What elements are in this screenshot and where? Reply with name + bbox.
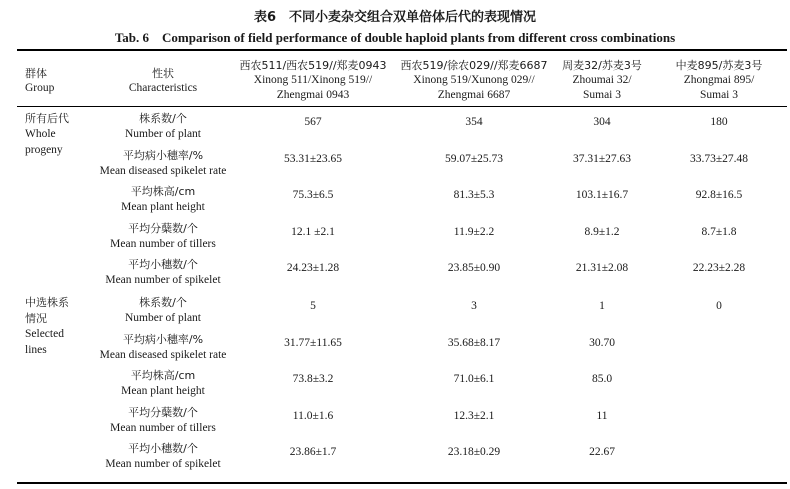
value-cell-combo-3: 85.0 — [591, 373, 613, 385]
header-combo-4-line2: Zhongmai 895/ — [683, 74, 755, 86]
value-cell-combo-1: 5 — [310, 300, 316, 312]
row-characteristic-en: Mean plant height — [121, 201, 205, 213]
value-cell-combo-2: 23.18±0.29 — [447, 446, 501, 458]
header-combo-3-line1: 周麦32/苏麦3号 — [562, 59, 642, 72]
row-characteristic-cn: 平均小穗数/个 — [128, 442, 198, 455]
row-characteristic-en: Number of plant — [124, 312, 202, 324]
value-cell-combo-4: 180 — [710, 116, 728, 128]
row-characteristic-cn: 平均小穗数/个 — [128, 258, 198, 271]
header-characteristics-cn: 性状 — [152, 67, 174, 80]
row-characteristic-cn: 平均病小穗率/% — [122, 149, 204, 162]
row-characteristic-cn: 株系数/个 — [139, 112, 187, 125]
value-cell-combo-4: 33.73±27.48 — [689, 153, 749, 165]
value-cell-combo-1: 31.77±11.65 — [284, 337, 342, 349]
value-cell-combo-1: 24.23±1.28 — [286, 262, 340, 274]
header-combo-1-line1: 西农511/西农519//郑麦0943 — [239, 59, 387, 72]
value-cell-combo-3: 1 — [599, 300, 605, 312]
row-characteristic-cn: 平均株高/cm — [130, 185, 196, 198]
row-characteristic-cn: 平均病小穗率/% — [122, 333, 204, 346]
header-combo-1-line2: Xinong 511/Xinong 519// — [253, 74, 373, 86]
table-header-rule — [17, 106, 787, 107]
row-characteristic-en: Mean number of spikelet — [105, 458, 221, 470]
row-characteristic-cn: 平均株高/cm — [130, 369, 196, 382]
value-cell-combo-1: 12.1 ±2.1 — [291, 226, 335, 238]
value-cell-combo-3: 37.31±27.63 — [572, 153, 632, 165]
value-cell-combo-1: 73.8±3.2 — [292, 373, 334, 385]
header-combo-3-line2: Zhoumai 32/ — [572, 74, 632, 86]
value-cell-combo-3: 103.1±16.7 — [575, 189, 629, 201]
value-cell-combo-2: 12.3±2.1 — [453, 410, 495, 422]
header-combo-2-line3: Zhengmai 6687 — [437, 89, 511, 101]
value-cell-combo-2: 23.85±0.90 — [447, 262, 501, 274]
value-cell-combo-1: 53.31±23.65 — [283, 153, 343, 165]
group-2-label-cn1: 中选株系 — [25, 296, 69, 309]
header-combo-3-line3: Sumai 3 — [582, 89, 622, 101]
table-top-rule — [17, 49, 787, 51]
value-cell-combo-3: 22.67 — [589, 446, 615, 458]
value-cell-combo-1: 567 — [304, 116, 322, 128]
group-1-label-en2: progeny — [25, 144, 63, 156]
value-cell-combo-2: 354 — [465, 116, 483, 128]
value-cell-combo-2: 35.68±8.17 — [447, 337, 501, 349]
row-characteristic-en: Mean plant height — [121, 385, 205, 397]
row-characteristic-en: Mean number of tillers — [110, 422, 216, 434]
row-characteristic-cn: 平均分蘖数/个 — [128, 406, 198, 419]
header-combo-4-line1: 中麦895/苏麦3号 — [675, 59, 763, 72]
group-2-label-cn2: 情况 — [25, 312, 47, 325]
header-combo-2-line1: 西农519/徐农029//郑麦6687 — [400, 59, 548, 72]
row-characteristic-cn: 平均分蘖数/个 — [128, 222, 198, 235]
row-characteristic-en: Mean diseased spikelet rate — [99, 165, 227, 177]
value-cell-combo-3: 304 — [593, 116, 611, 128]
header-group-en: Group — [25, 82, 55, 94]
row-characteristic-en: Mean number of tillers — [110, 238, 216, 250]
header-combo-1-line3: Zhengmai 0943 — [276, 89, 350, 101]
value-cell-combo-4: 92.8±16.5 — [695, 189, 743, 201]
value-cell-combo-3: 11 — [596, 410, 608, 422]
table-caption-en: Tab. 6 Comparison of field performance of double haploid plants from different cross combinations — [114, 30, 676, 45]
group-1-label-en1: Whole — [25, 128, 56, 140]
value-cell-combo-4: 0 — [716, 300, 722, 312]
header-group-cn: 群体 — [25, 67, 47, 80]
value-cell-combo-2: 3 — [471, 300, 477, 312]
value-cell-combo-3: 8.9±1.2 — [584, 226, 620, 238]
value-cell-combo-2: 81.3±5.3 — [453, 189, 495, 201]
value-cell-combo-1: 23.86±1.7 — [289, 446, 337, 458]
row-characteristic-en: Mean number of spikelet — [105, 274, 221, 286]
table-caption-cn: 表6 不同小麦杂交组合双单倍体后代的表现情况 — [253, 10, 537, 25]
row-characteristic-en: Number of plant — [124, 128, 202, 140]
value-cell-combo-4: 22.23±2.28 — [692, 262, 746, 274]
table-bottom-rule — [17, 482, 787, 484]
value-cell-combo-3: 30.70 — [589, 337, 615, 349]
value-cell-combo-2: 71.0±6.1 — [453, 373, 495, 385]
group-1-label-cn: 所有后代 — [25, 112, 69, 125]
header-combo-4-line3: Sumai 3 — [699, 89, 739, 101]
value-cell-combo-2: 59.07±25.73 — [444, 153, 504, 165]
value-cell-combo-3: 21.31±2.08 — [575, 262, 629, 274]
header-combo-2-line2: Xinong 519/Xunong 029// — [413, 74, 535, 86]
value-cell-combo-2: 11.9±2.2 — [453, 226, 495, 238]
value-cell-combo-4: 8.7±1.8 — [701, 226, 737, 238]
group-2-label-en1: Selected — [25, 328, 64, 340]
value-cell-combo-1: 11.0±1.6 — [292, 410, 334, 422]
value-cell-combo-1: 75.3±6.5 — [292, 189, 334, 201]
row-characteristic-en: Mean diseased spikelet rate — [99, 349, 227, 361]
header-characteristics-en: Characteristics — [128, 82, 198, 94]
row-characteristic-cn: 株系数/个 — [139, 296, 187, 309]
group-2-label-en2: lines — [25, 344, 47, 356]
